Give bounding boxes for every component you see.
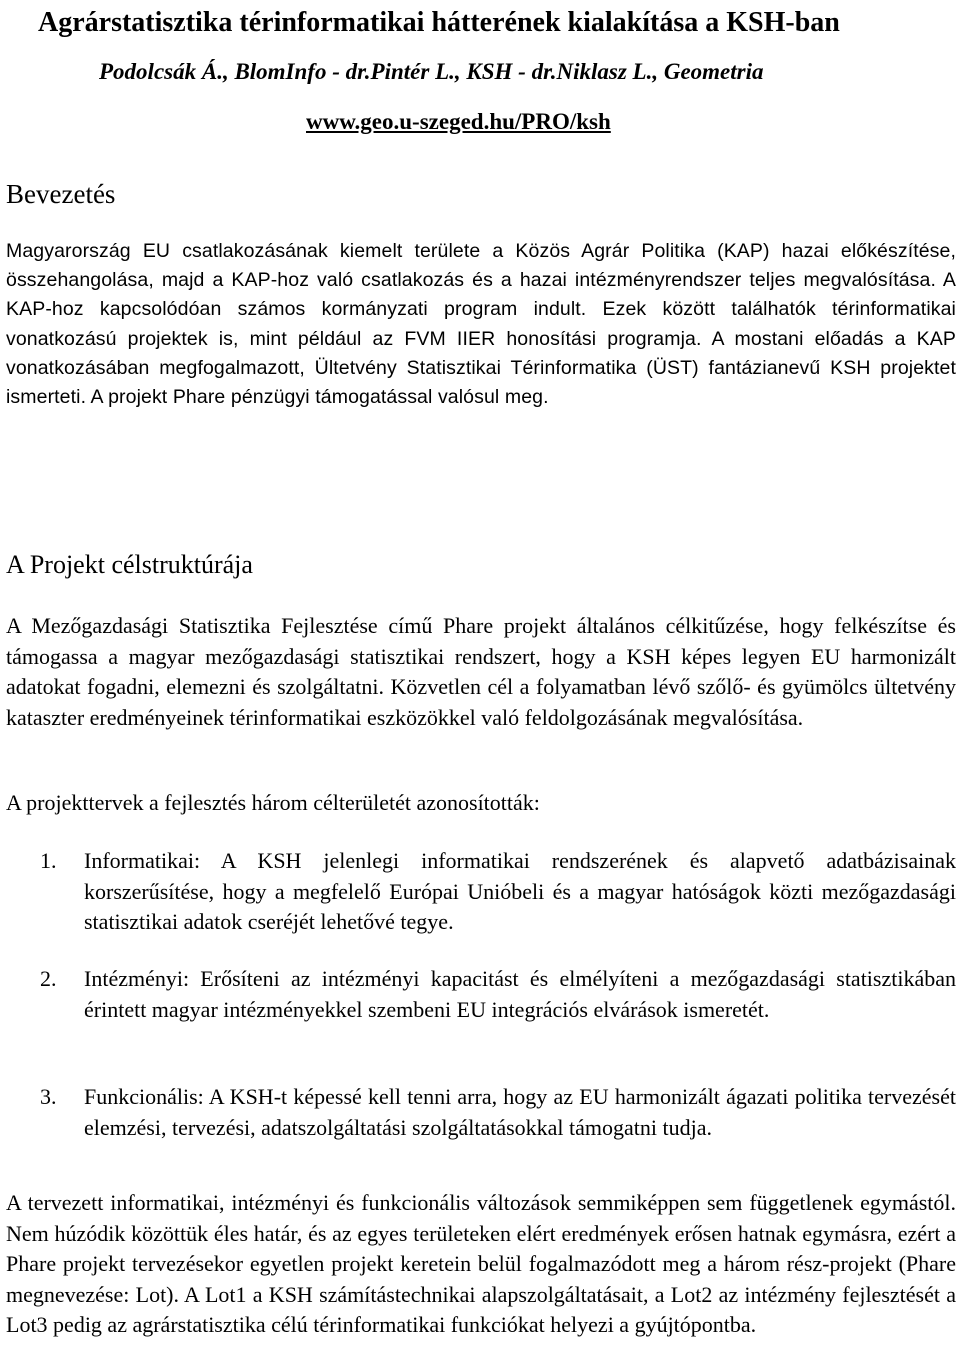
- list-item-text: Intézményi: Erősíteni az intézményi kapacitást és elmélyíteni a mezőgazdasági statisztikában érintett magyar intézményekkel szembeni EU integrációs elvárások ismeretét.: [84, 966, 956, 1022]
- authors-line: Podolcsák Á., BlomInfo - dr.Pintér L., KSH - dr.Niklasz L., Geometria: [99, 59, 764, 84]
- document-title: Agrárstatisztika térinformatikai hátterének kialakítása a KSH-ban: [38, 7, 840, 38]
- list-item-number: 1.: [40, 848, 57, 873]
- list-item-number: 3.: [40, 1084, 57, 1109]
- structure-paragraph-3: A tervezett informatikai, intézményi és funkcionális változások semmiképpen sem függetlenek egymástól. Nem húzódik közöttük éles határ, és az egyes területeken elért eredmények erősen hatnak egymásra, ezért a Phare projekt tervezésekor egyetlen projekt keretein belül fogalmazódott meg a három rész-projekt (Phare megnevezése: Lot). A Lot1 a KSH számítástechnikai alapszolgáltatásait, a Lot2 az intézmény fejlesztését a Lot3 pedig az agrárstatisztika célú térinformatikai funkciókat helyezi a gyújtópontba.: [6, 1190, 956, 1337]
- list-item-text: Funkcionális: A KSH-t képessé kell tenni arra, hogy az EU harmonizált ágazati politika tervezését elemzési, tervezési, adatszolgáltatási szolgáltatásokkal támogatni tudja.: [84, 1084, 956, 1140]
- list-item-text: Informatikai: A KSH jelenlegi informatikai rendszerének és alapvető adatbázisainak korszerűsítése, hogy a megfelelő Európai Unióbeli és a magyar hatóságok közti mezőgazdasági statisztikai adatok cseréjét lehetővé tegye.: [84, 848, 956, 934]
- intro-heading: Bevezetés: [6, 179, 116, 209]
- project-url-link[interactable]: www.geo.u-szeged.hu/PRO/ksh: [306, 109, 611, 134]
- intro-paragraph: Magyarország EU csatlakozásának kiemelt területe a Közös Agrár Politika (KAP) hazai előkészítése, összehangolása, majd a KAP-hoz való csatlakozás és a hazai intézményrendszer teljes megvalósítása. A KAP-hoz kapcsolódóan számos kormányzati program indult. Ezek között találhatók térinformatikai vonatkozású projektek is, mint például az FVM IIER honosítási programja. A mostani előadás a KAP vonatkozásában megfogalmazott, Ültetvény Statisztikai Térinformatika (ÜST) fantázianevű KSH projektet ismerteti. A projekt Phare pénzügyi támogatással valósul meg.: [6, 240, 956, 409]
- structure-paragraph-1: A Mezőgazdasági Statisztika Fejlesztése című Phare projekt általános célkitűzése, hogy felkészítse és támogassa a magyar mezőgazdasági statisztikai rendszert, hogy a KSH képes legyen EU harmonizált adatokat fogadni, elemezni és szolgáltatni. Közvetlen cél a folyamatban lévő szőlő- és gyümölcs ültetvény kataszter eredményeinek térinformatikai eszközökkel való feldolgozásának megvalósítása.: [6, 613, 956, 730]
- structure-heading: A Projekt célstruktúrája: [6, 550, 253, 579]
- list-item-number: 2.: [40, 966, 57, 991]
- structure-paragraph-2: A projekttervek a fejlesztés három célterületét azonosították:: [6, 790, 540, 815]
